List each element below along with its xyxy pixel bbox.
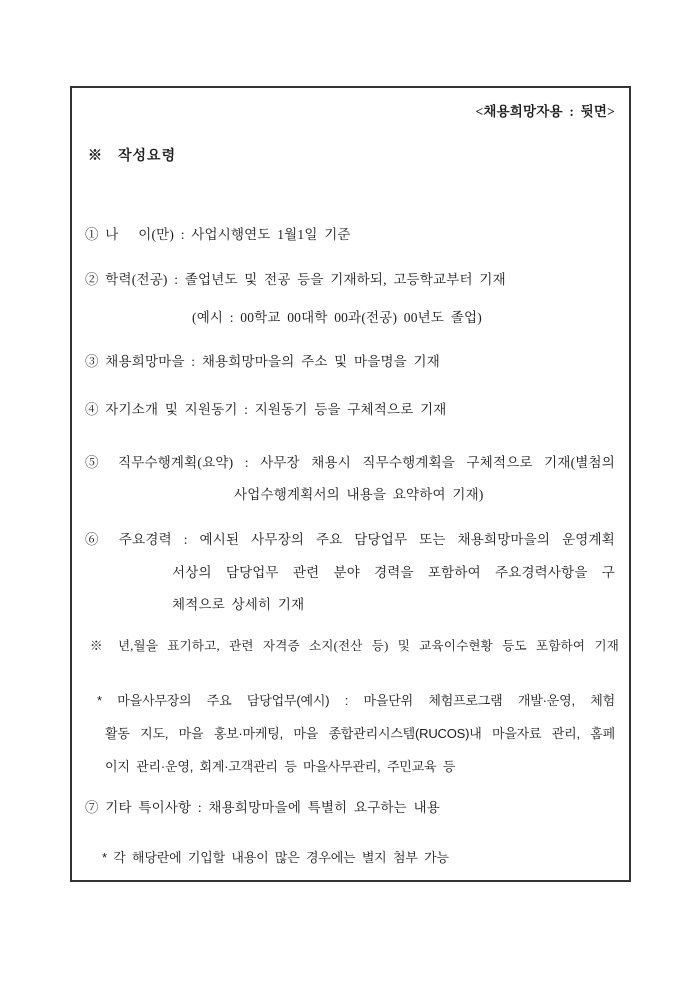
header-note: <채용희망자용 : 뒷면>: [475, 104, 615, 119]
bullet-duties-line-3: 이지 관리·운영, 회계·고객관리 등 마을사무관리, 주민교육 등: [105, 759, 456, 774]
instruction-item-6-line-1: ⑥ 주요경력 : 예시된 사무장의 주요 담당업무 또는 채용희망마을의 운영계획: [85, 532, 615, 547]
bullet-duties-line-1: * 마을사무장의 주요 담당업무(예시) : 마을단위 체험프로그램 개발·운영, 체험: [97, 693, 615, 708]
instruction-item-5-line-1: ⑤ 직무수행계획(요약) : 사무장 채용시 직무수행계획을 구체적으로 기재(별첨의: [85, 455, 615, 470]
instruction-item-7: ⑦ 기타 특이사항 : 채용희망마을에 특별히 요구하는 내용: [85, 800, 440, 815]
section-title: ※ 작성요령: [88, 149, 177, 164]
instruction-item-6-line-2: 서상의 담당업무 관련 분야 경력을 포함하여 주요경력사항을 구: [172, 565, 615, 580]
bullet-attachment-note: * 각 해당란에 기입할 내용이 많은 경우에는 별지 첨부 가능: [102, 850, 449, 865]
instruction-item-6-line-3: 체적으로 상세히 기재: [172, 597, 305, 612]
note-year-month: ※ 년,월을 표기하고, 관련 자격증 소지(전산 등) 및 교육이수현황 등도 포함하여 기재: [90, 639, 619, 653]
instruction-item-2-line-2: (예시 : 00학교 00대학 00과(전공) 00년도 졸업): [192, 310, 482, 325]
page-border-sheet: [70, 86, 631, 882]
instruction-item-3: ③ 채용희망마을 : 채용희망마을의 주소 및 마을명을 기재: [85, 354, 440, 369]
instruction-item-4: ④ 자기소개 및 지원동기 : 지원동기 등을 구체적으로 기재: [85, 402, 447, 417]
bullet-duties-line-2: 활동 지도, 마을 홍보·마케팅, 마을 종합관리시스템(RUCOS)내 마을자료 관리, 홈페: [105, 726, 615, 741]
instruction-item-5-line-2: 사업수행계획서의 내용을 요약하여 기재): [234, 487, 484, 502]
instruction-item-2-line-1: ② 학력(전공) : 졸업년도 및 전공 등을 기재하되, 고등학교부터 기재: [85, 272, 506, 287]
instruction-item-1: ① 나 이(만) : 사업시행연도 1월1일 기준: [85, 227, 351, 242]
